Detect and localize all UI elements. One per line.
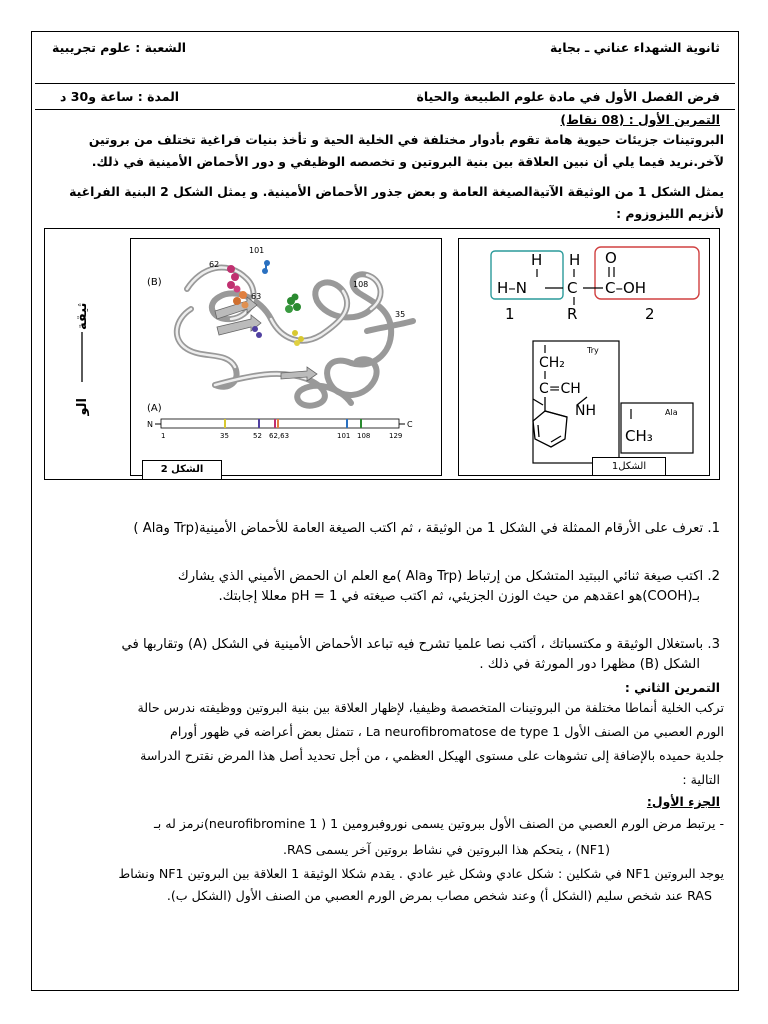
hydrogen-atom: H xyxy=(569,251,581,269)
question-text: باستغلال الوثيقة و مكتسباتك ، أكتب نصا علميا تشرح فيه تباعد الأحماض الأمينية في الشكل (A) وتقاربها في xyxy=(121,637,704,652)
part1-line: - يرتبط مرض الورم العصبي من الصنف الأول ببروتين يسمى نوروفبرومين 1 ( neurofibromine 1)نرمز له بـ xyxy=(154,816,724,831)
exercise1-intro-line: لآخر.نريد فيما يلي أن نبين العلاقة بين بنية البروتين و تخصصه الوظيفي و دور الأحماض الأمينية في ذلك. xyxy=(91,154,724,169)
exam-duration: المدة : ساعة و30 د xyxy=(60,89,180,104)
trp-ring-top: C=CH xyxy=(539,381,581,397)
exercise2-intro-line: التالية : xyxy=(682,772,720,787)
header-divider-top xyxy=(35,83,735,84)
ala-ch3: CH₃ xyxy=(625,427,653,445)
question-2 xyxy=(178,568,720,586)
figure1-caption: الشكل1 xyxy=(592,457,666,476)
question-number: 2. xyxy=(707,569,720,584)
question-number: 1. xyxy=(707,521,720,536)
amine-group: H–N xyxy=(497,279,527,297)
stream-label: الشعبة : علوم تجريبية xyxy=(52,40,187,55)
part1-line: RAS عند شخص سليم (الشكل أ) وعند شخص مصاب بمرض الورم العصبي من الصنف الأول (الشكل ب). xyxy=(166,888,712,903)
amino-acid-formulas xyxy=(459,239,709,475)
seq-position: 35 xyxy=(220,432,229,440)
seq-position: 1 xyxy=(161,432,166,440)
exercise2-intro-line: تركب الخلية أنماطا مختلفة من البروتينات المتخصصة وظيفيا، لإظهار العلاقة بين بنية البروتين ووظيفته ندرس حالة xyxy=(137,700,724,715)
exercise1-intro-line: يمثل الشكل 1 من الوثيقة الآتيةالصيغة العامة و بعض جذور الأحماض الأمينية. و يمثل الشكل 2 البنية الفراغية xyxy=(69,184,724,199)
panel-a-label: (A) xyxy=(147,403,162,414)
residue-label: 101 xyxy=(249,246,265,255)
question-2-continued: بـ(COOH)هو اعقدهم من حيث الوزن الجزيئي، ثم اكتب صيغته في pH = 1 معللا إجابتك. xyxy=(218,589,700,604)
document-side-label xyxy=(64,300,96,420)
residue-52-mark xyxy=(252,326,262,338)
r-group: R xyxy=(567,305,578,323)
question-1 xyxy=(133,520,720,538)
c-terminal-label: C xyxy=(407,420,413,429)
trp-nh: NH xyxy=(575,403,596,419)
question-text: اكتب صيغة ثنائي الببتيد المتشكل من إرتباط (Trp وAla )مع العلم ان الحمض الأميني الذي يشارك xyxy=(177,569,704,584)
question-number: 3. xyxy=(707,637,720,652)
figure2-panel xyxy=(130,238,442,476)
residue-label: 63 xyxy=(251,292,262,301)
seq-position: 108 xyxy=(357,432,371,440)
exercise1-title: التمرين الأول : (08 نقاط) xyxy=(560,112,720,127)
hydrogen-atom: H xyxy=(531,251,543,269)
label-1: 1 xyxy=(505,305,515,323)
trp-label: Try xyxy=(587,346,599,355)
carboxyl-group: C–OH xyxy=(605,279,647,297)
seq-position: 101 xyxy=(337,432,351,440)
school-name: ثانوية الشهداء عناني ـ بجاية xyxy=(549,40,720,55)
seq-position: 52 xyxy=(253,432,262,440)
part1-line: (NF1) ، يتحكم هذا البروتين في نشاط بروتين آخر يسمى RAS. xyxy=(283,842,610,857)
residue-label: 62 xyxy=(209,260,220,269)
figure2-caption: الشكل 2 xyxy=(142,460,222,480)
exercise2-intro-line: الورم العصبي من الصنف الأول La neurofibromatose de type 1 ، تتمثل بعض أعراضه في ظهور أورام xyxy=(170,724,724,739)
exercise1-intro-line: لأنزيم الليزوزوم : xyxy=(616,206,724,221)
question-3-continued: الشكل (B) مظهرا دور المورثة في ذلك . xyxy=(479,657,700,672)
trp-ch2: CH₂ xyxy=(539,355,565,371)
side-label-text-bottom: ثيقة xyxy=(75,302,90,330)
protein-ribbon xyxy=(177,268,413,406)
exercise1-intro-line: البروتينات جزيئات حيوية هامة تقوم بأدوار مختلفة في الخلية الحية و تأخذ بنيات فراغية تختلف من بروتين xyxy=(88,132,724,147)
lysozyme-structure xyxy=(131,239,441,475)
n-terminal-label: N xyxy=(147,420,153,429)
figure1-panel xyxy=(458,238,710,476)
question-3 xyxy=(121,636,720,654)
label-2: 2 xyxy=(645,305,655,323)
panel-b-label: (B) xyxy=(147,277,162,288)
sequence-bar xyxy=(161,419,399,428)
part1-title: الجزء الأول: xyxy=(646,794,720,809)
oxygen-atom: O xyxy=(605,249,617,267)
question-text: تعرف على الأرقام الممثلة في الشكل 1 من الوثيقة ، ثم اكتب الصيغة العامة للأحماض الأمينية(Trp وAla ) xyxy=(133,521,704,536)
residue-101-mark xyxy=(262,260,270,274)
residue-label: 35 xyxy=(395,310,406,319)
part1-line: يوجد البروتين NF1 في شكلين : شكل عادي وشكل غير عادي . يقدم شكلا الوثيقة 1 العلاقة بين البروتين NF1 ونشاط xyxy=(118,866,724,881)
exam-title: فرض الفصل الأول في مادة علوم الطبيعة والحياة xyxy=(416,89,720,104)
seq-position: 62,63 xyxy=(269,432,290,440)
exercise2-title: التمرين الثاني : xyxy=(624,680,720,695)
exercise2-intro-line: جلدية حميده بالإضافة إلى تشوهات على مستوى الهيكل العظمي ، من أجل تحديد أصل هذا المرض نقترح الدراسة xyxy=(140,748,724,763)
alpha-carbon: C xyxy=(567,279,578,297)
ala-label: Ala xyxy=(665,408,678,417)
residue-108-mark xyxy=(285,294,301,314)
side-label-text-top: الو xyxy=(75,398,90,416)
seq-position: 129 xyxy=(389,432,403,440)
residue-label: 108 xyxy=(353,280,369,289)
